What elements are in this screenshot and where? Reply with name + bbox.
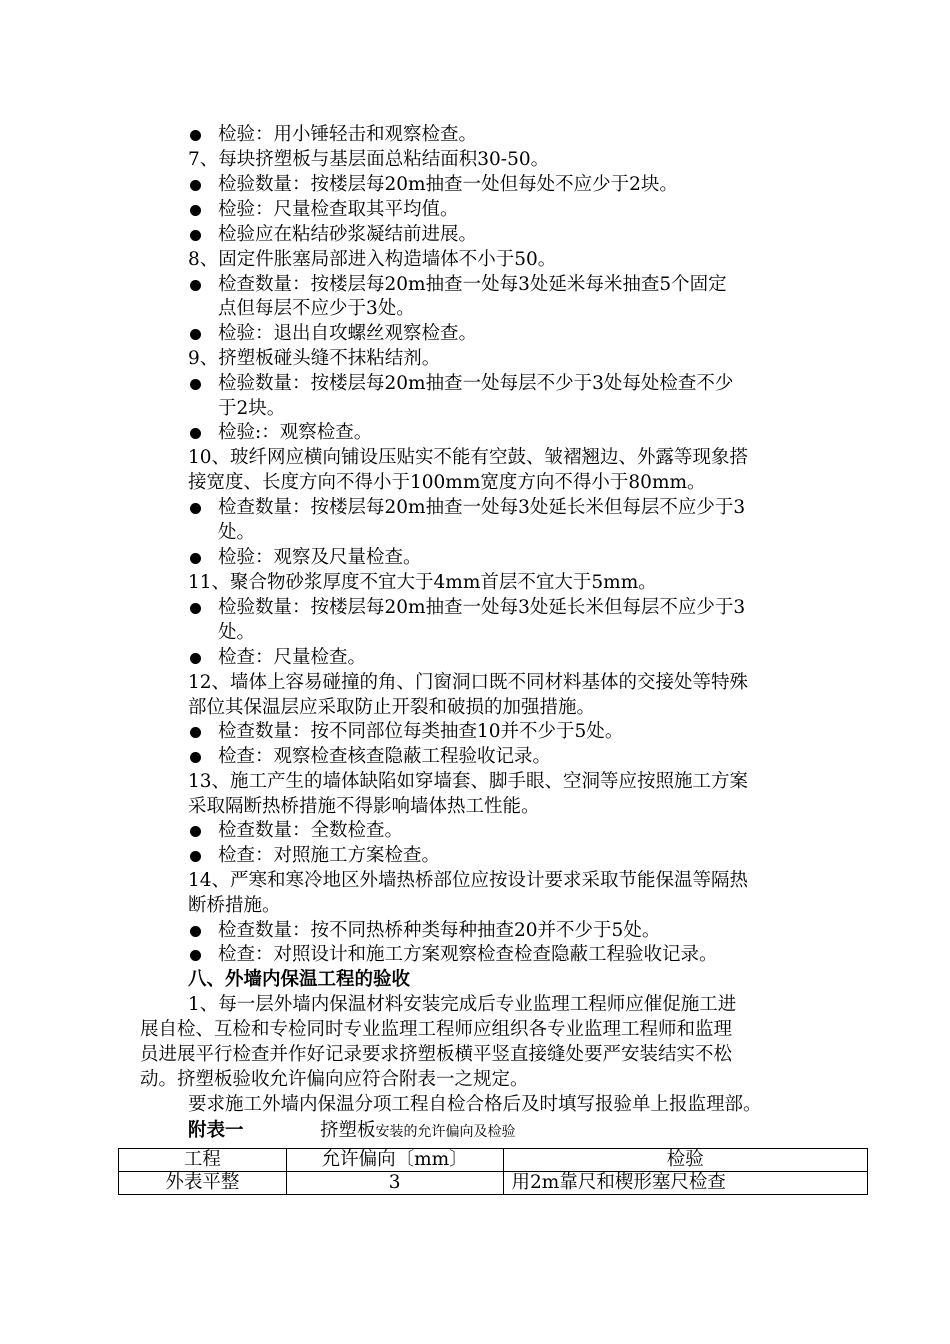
table-cell: 外表平整 bbox=[119, 1172, 287, 1195]
text-line: 检查：对照施工方案检查。 bbox=[218, 845, 441, 866]
text-line: 处。 bbox=[218, 522, 256, 543]
bullet-icon bbox=[190, 329, 201, 340]
bullet-icon bbox=[190, 503, 201, 514]
bullet-icon bbox=[190, 926, 201, 937]
text-line: 9、挤塑板碰头缝不抹粘结剂。 bbox=[188, 348, 441, 369]
text-line: 8、固定件胀塞局部进入构造墙体不小于50。 bbox=[188, 249, 557, 270]
text-line: 检验数量：按楼层每20m抽查一处每3处延长米但每层不应少于3 bbox=[218, 597, 746, 618]
text-line: 13、施工产生的墙体缺陷如穿墙套、脚手眼、空洞等应按照施工方案 bbox=[188, 771, 749, 792]
bullet-icon bbox=[190, 826, 201, 837]
appendix-label: 附表一 bbox=[188, 1120, 244, 1141]
text-line: 检验：尺量检查取其平均值。 bbox=[218, 199, 459, 220]
text-line: 要求施工外墙内保温分项工程自检合格后及时填写报验单上报监理部。 bbox=[188, 1094, 762, 1115]
bullet-icon bbox=[190, 727, 201, 738]
text-line: 检查数量：全数检查。 bbox=[218, 820, 404, 841]
bullet-icon bbox=[190, 205, 201, 216]
text-line: 检验：退出自攻螺丝观察检查。 bbox=[218, 323, 478, 344]
text-line: 处。 bbox=[218, 622, 256, 643]
section-heading: 八、外墙内保温工程的验收 bbox=[188, 969, 411, 990]
table-cell: 3 bbox=[286, 1172, 503, 1195]
text-line: 员进展平行检查并作好记录要求挤塑板横平竖直接缝处要严安装结实不松 bbox=[140, 1044, 733, 1065]
text-line: 检验数量：按楼层每20m抽查一处每层不少于3处每处检查不少 bbox=[218, 373, 734, 394]
text-line: 10、玻纤网应横向铺设压贴实不能有空鼓、皱褶翘边、外露等现象搭 bbox=[188, 447, 749, 468]
appendix-caption-small: 安装的允许偏向及检验 bbox=[375, 1124, 516, 1140]
text-line: 检验应在粘结砂浆凝结前进展。 bbox=[218, 224, 478, 245]
bullet-icon bbox=[190, 950, 201, 961]
appendix-caption-main: 挤塑板 bbox=[320, 1120, 376, 1141]
text-line: 11、聚合物砂浆厚度不宜大于4mm首层不宜大于5mm。 bbox=[188, 572, 657, 593]
text-line: 检查数量：按楼层每20m抽查一处每3处延长米但每层不应少于3 bbox=[218, 497, 746, 518]
bullet-icon bbox=[190, 752, 201, 763]
text-line: 检验数量：按楼层每20m抽查一处但每处不应少于2块。 bbox=[218, 174, 678, 195]
text-line: 检验:：观察检查。 bbox=[218, 422, 373, 443]
text-line: 检查：对照设计和施工方案观察检查检查隐蔽工程验收记录。 bbox=[218, 944, 718, 965]
table-row bbox=[119, 1172, 868, 1195]
text-line: 检验：用小锤轻击和观察检查。 bbox=[218, 124, 478, 145]
text-line: 检验：观察及尺量检查。 bbox=[218, 547, 422, 568]
bullet-icon bbox=[190, 603, 201, 614]
table-header-cell: 检验 bbox=[503, 1149, 867, 1172]
bullet-icon bbox=[190, 428, 201, 439]
text-line: 检查数量：按不同部位每类抽查10并不少于5处。 bbox=[218, 721, 624, 742]
bullet-icon bbox=[190, 280, 201, 291]
table-cell: 用2m靠尺和楔形塞尺检查 bbox=[503, 1172, 867, 1195]
table-header-row bbox=[119, 1149, 868, 1172]
text-line: 12、墙体上容易碰撞的角、门窗洞口既不同材料基体的交接处等特殊 bbox=[188, 672, 749, 693]
table-header-cell: 工程 bbox=[119, 1149, 287, 1172]
bullet-icon bbox=[190, 130, 201, 141]
bullet-icon bbox=[190, 553, 201, 564]
text-line: 检查：尺量检查。 bbox=[218, 647, 367, 668]
text-line: 点但每层不应少于3处。 bbox=[218, 298, 415, 319]
text-line: 采取隔断热桥措施不得影响墙体热工性能。 bbox=[188, 796, 540, 817]
bullet-icon bbox=[190, 851, 201, 862]
text-line: 断桥措施。 bbox=[188, 895, 281, 916]
text-line: 检查数量：按不同热桥种类每种抽查20并不少于5处。 bbox=[218, 920, 661, 941]
text-line: 于2块。 bbox=[218, 398, 286, 419]
table-header-cell: 允许偏向〔mm〕 bbox=[286, 1149, 503, 1172]
text-line: 动。挤塑板验收允许偏向应符合附表一之规定。 bbox=[140, 1069, 529, 1090]
text-line: 1、每一层外墙内保温材料安装完成后专业监理工程师应催促施工进 bbox=[188, 994, 737, 1015]
bullet-icon bbox=[190, 230, 201, 241]
text-line: 检查数量：按楼层每20m抽查一处每3处延米每米抽查5个固定 bbox=[218, 274, 727, 295]
bullet-icon bbox=[190, 379, 201, 390]
text-line: 接宽度、长度方向不得小于100mm宽度方向不得小于80mm。 bbox=[188, 472, 706, 493]
text-line: 14、严寒和寒冷地区外墙热桥部位应按设计要求采取节能保温等隔热 bbox=[188, 870, 749, 891]
text-line: 7、每块挤塑板与基层面总粘结面积30-50。 bbox=[188, 149, 550, 170]
text-line: 检查：观察检查核查隐蔽工程验收记录。 bbox=[218, 746, 552, 767]
bullet-icon bbox=[190, 653, 201, 664]
appendix-caption bbox=[320, 1120, 516, 1143]
text-line: 部位其保温层应采取防止开裂和破损的加强措施。 bbox=[188, 697, 596, 718]
text-line: 展自检、互检和专检同时专业监理工程师应组织各专业监理工程师和监理 bbox=[140, 1019, 733, 1040]
bullet-icon bbox=[190, 180, 201, 191]
tolerance-table bbox=[118, 1148, 868, 1195]
